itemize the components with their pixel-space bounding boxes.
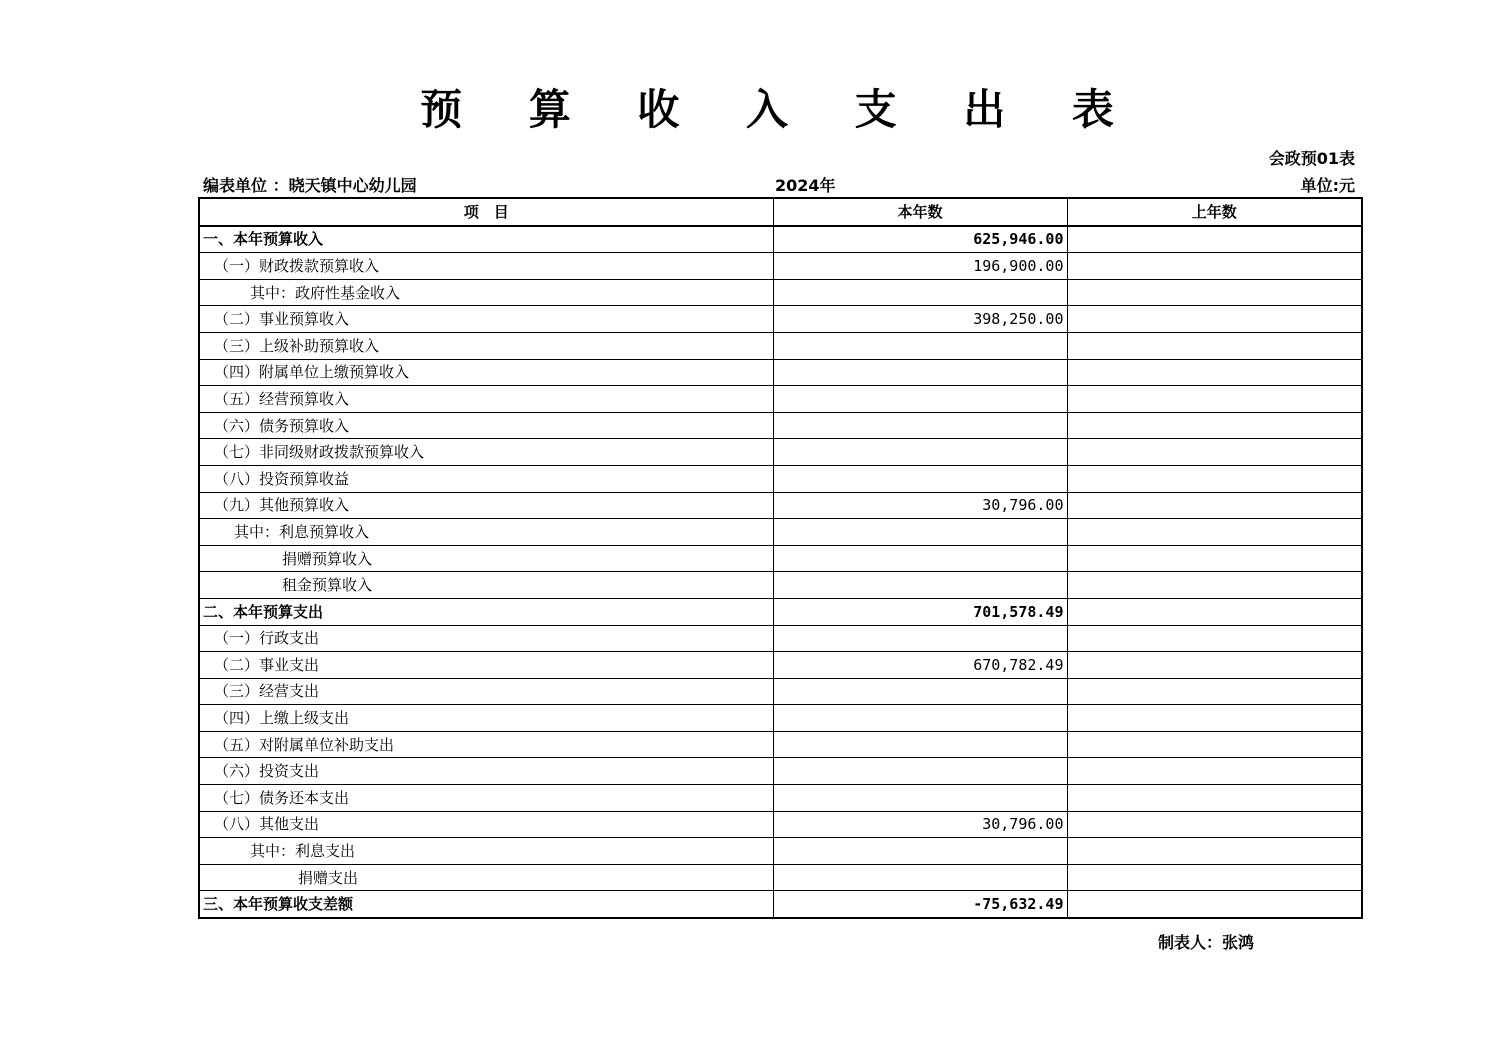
table-row [199, 838, 1362, 865]
row-previous [1067, 758, 1362, 785]
row-item: （六）债务预算收入 [199, 412, 773, 439]
row-previous [1067, 386, 1362, 413]
row-current [773, 731, 1067, 758]
row-current [773, 678, 1067, 705]
table-row [199, 758, 1362, 785]
table-row [199, 332, 1362, 359]
page-title: 预 算 收 入 支 出 表 [420, 85, 1140, 134]
row-current [773, 412, 1067, 439]
table-row [199, 386, 1362, 413]
row-current [773, 758, 1067, 785]
row-item: （四）上缴上级支出 [199, 705, 773, 732]
table-row [199, 519, 1362, 546]
row-current [773, 572, 1067, 599]
row-previous [1067, 731, 1362, 758]
row-previous [1067, 359, 1362, 386]
row-current [773, 838, 1067, 865]
row-previous [1067, 253, 1362, 280]
table-row [199, 785, 1362, 812]
row-item: （二）事业支出 [199, 652, 773, 679]
row-item: （四）附属单位上缴预算收入 [199, 359, 773, 386]
row-item: 一、本年预算收入 [199, 226, 773, 253]
organization-label: 编表单位 ：晓天镇中心幼儿园 [203, 176, 417, 195]
row-current: 30,796.00 [773, 492, 1067, 519]
table-row [199, 279, 1362, 306]
table-row [199, 731, 1362, 758]
row-item: （二）事业预算收入 [199, 306, 773, 333]
row-item: （七）非同级财政拨款预算收入 [199, 439, 773, 466]
header-current-year: 本年数 [773, 198, 1067, 226]
row-item: （七）债务还本支出 [199, 785, 773, 812]
row-previous [1067, 598, 1362, 625]
row-current: 670,782.49 [773, 652, 1067, 679]
row-previous [1067, 785, 1362, 812]
table-row [199, 652, 1362, 679]
row-item: 租金预算收入 [199, 572, 773, 599]
row-item: （八）投资预算收益 [199, 465, 773, 492]
row-item: （三）上级补助预算收入 [199, 332, 773, 359]
row-previous [1067, 332, 1362, 359]
row-previous [1067, 439, 1362, 466]
row-current: -75,632.49 [773, 891, 1067, 918]
row-item: （六）投资支出 [199, 758, 773, 785]
row-current [773, 785, 1067, 812]
row-current [773, 279, 1067, 306]
table-row-section [199, 891, 1362, 918]
table-row [199, 864, 1362, 891]
row-previous [1067, 572, 1362, 599]
row-item: （八）其他支出 [199, 811, 773, 838]
row-current: 701,578.49 [773, 598, 1067, 625]
table-row [199, 625, 1362, 652]
table-row [199, 359, 1362, 386]
row-current [773, 359, 1067, 386]
table-row [199, 253, 1362, 280]
row-item: 三、本年预算收支差额 [199, 891, 773, 918]
row-current [773, 545, 1067, 572]
row-previous [1067, 891, 1362, 918]
budget-table [198, 197, 1363, 919]
row-previous [1067, 492, 1362, 519]
header-item: 项 目 [199, 198, 773, 226]
table-row [199, 412, 1362, 439]
row-previous [1067, 519, 1362, 546]
table-row-section [199, 598, 1362, 625]
row-item: 其中：利息支出 [199, 838, 773, 865]
row-previous [1067, 625, 1362, 652]
row-previous [1067, 864, 1362, 891]
row-current: 625,946.00 [773, 226, 1067, 253]
currency-unit: 单位:元 [1300, 176, 1355, 195]
table-row [199, 705, 1362, 732]
table-row [199, 465, 1362, 492]
row-item: （三）经营支出 [199, 678, 773, 705]
row-previous [1067, 652, 1362, 679]
row-current [773, 519, 1067, 546]
row-item: （九）其他预算收入 [199, 492, 773, 519]
row-current [773, 625, 1067, 652]
row-item: 其中：利息预算收入 [199, 519, 773, 546]
row-item: 捐赠支出 [199, 864, 773, 891]
row-previous [1067, 545, 1362, 572]
row-previous [1067, 279, 1362, 306]
row-current [773, 705, 1067, 732]
form-code: 会政预01表 [1268, 149, 1355, 168]
row-previous [1067, 678, 1362, 705]
header-previous-year: 上年数 [1067, 198, 1362, 226]
report-year: 2024年 [775, 176, 836, 195]
row-previous [1067, 306, 1362, 333]
row-item: 捐赠预算收入 [199, 545, 773, 572]
row-previous [1067, 811, 1362, 838]
row-previous [1067, 705, 1362, 732]
row-current [773, 864, 1067, 891]
table-row [199, 545, 1362, 572]
row-item: （一）财政拨款预算收入 [199, 253, 773, 280]
table-row [199, 678, 1362, 705]
row-current [773, 386, 1067, 413]
row-current: 30,796.00 [773, 811, 1067, 838]
row-item: 二、本年预算支出 [199, 598, 773, 625]
row-item: （五）对附属单位补助支出 [199, 731, 773, 758]
row-item: （五）经营预算收入 [199, 386, 773, 413]
row-previous [1067, 838, 1362, 865]
table-row [199, 492, 1362, 519]
row-current [773, 332, 1067, 359]
row-current [773, 465, 1067, 492]
table-row [199, 306, 1362, 333]
table-row [199, 439, 1362, 466]
row-current: 196,900.00 [773, 253, 1067, 280]
row-item: 其中：政府性基金收入 [199, 279, 773, 306]
table-row [199, 811, 1362, 838]
row-item: （一）行政支出 [199, 625, 773, 652]
row-previous [1067, 465, 1362, 492]
table-header-row [199, 198, 1362, 226]
preparer-signature-label: 制表人：张鸿 [1158, 933, 1255, 952]
table-row [199, 572, 1362, 599]
row-previous [1067, 412, 1362, 439]
row-previous [1067, 226, 1362, 253]
row-current: 398,250.00 [773, 306, 1067, 333]
row-current [773, 439, 1067, 466]
table-row-section [199, 226, 1362, 253]
